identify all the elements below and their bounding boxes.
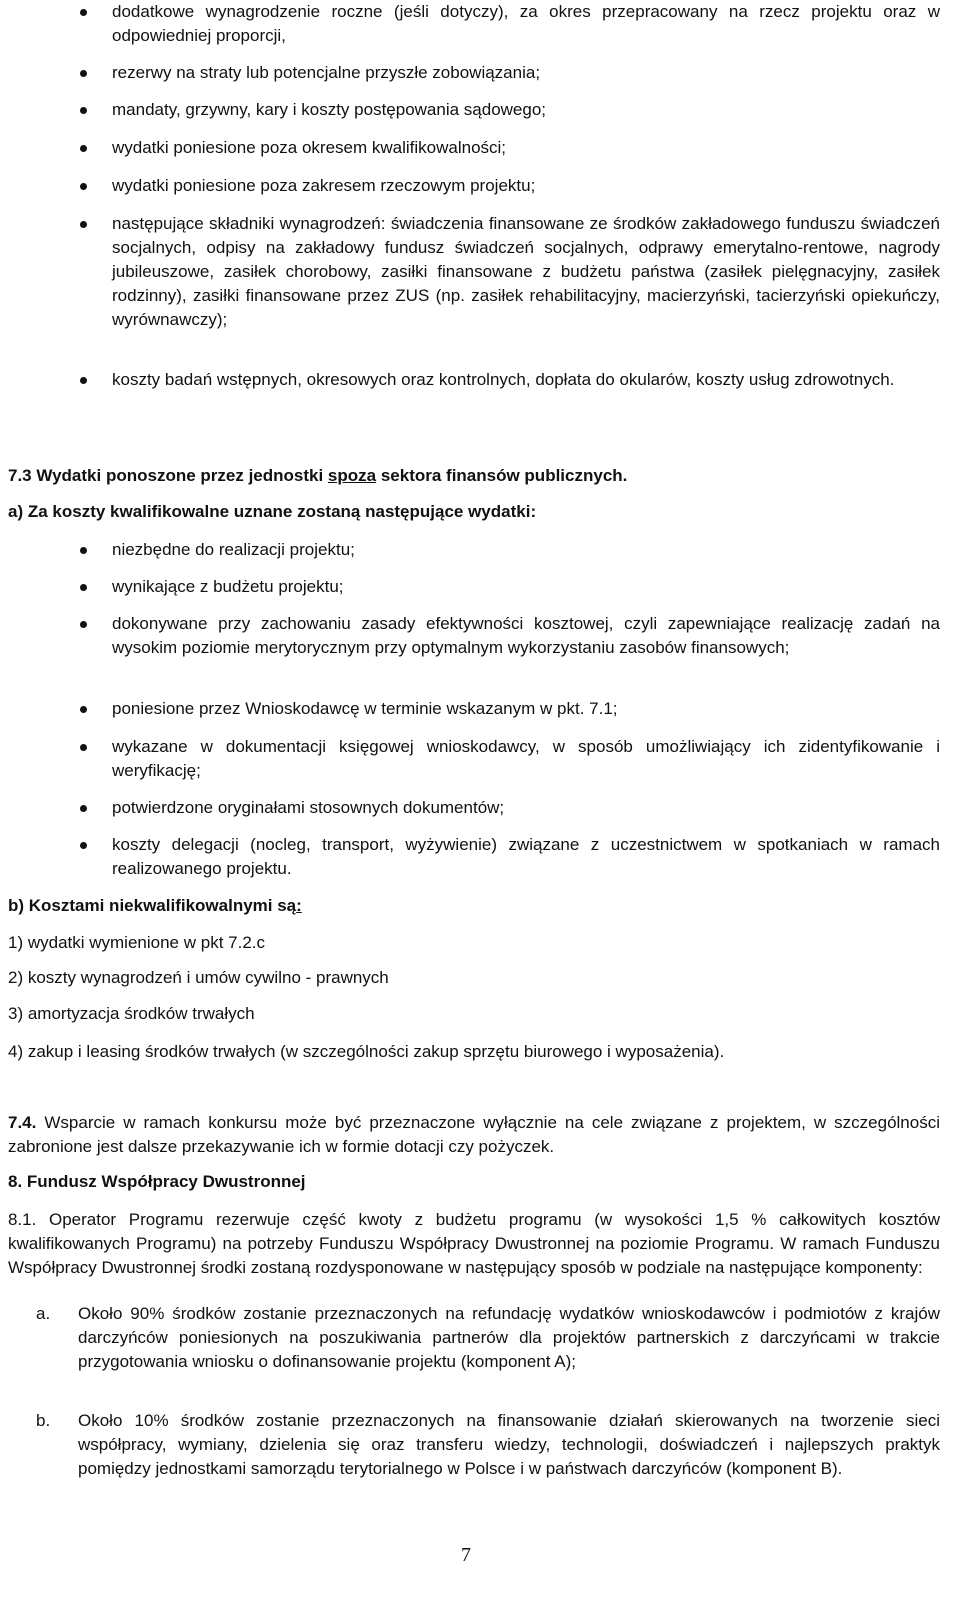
numbered-item: 2) koszty wynagrodzeń i umów cywilno - prawnych [8,968,389,987]
list-item: wydatki poniesione poza zakresem rzeczowym projektu; [112,174,940,198]
list-item: koszty delegacji (nocleg, transport, wyżywienie) związane z uczestnictwem w spotkaniach w ramach realizowanego projektu. [112,833,940,881]
list-item: koszty badań wstępnych, okresowych oraz kontrolnych, dopłata do okularów, koszty usług zdrowotnych. [112,368,940,392]
list-item: wynikające z budżetu projektu; [112,575,940,599]
section-8-1-paragraph: 8.1. Operator Programu rezerwuje część kwoty z budżetu programu (w wysokości 1,5 % całkowitych kosztów kwalifikowanych Programu) na potrzeby Funduszu Współpracy Dwustronnej na poziomie Programu. W ramach Funduszu Współpracy Dwustronnej środki zostaną rozdysponowane w następujący sposób w podziale na następujące komponenty: [8,1210,940,1277]
subsection-a-heading: a) Za koszty kwalifikowalne uznane zostaną następujące wydatki: [8,502,537,521]
numbered-item: 3) amortyzacja środków trwałych [8,1004,255,1023]
numbered-item: 1) wydatki wymienione w pkt 7.2.c [8,933,265,952]
list-item: mandaty, grzywny, kary i koszty postępowania sądowego; [112,98,940,122]
list-item: niezbędne do realizacji projektu; [112,538,940,562]
numbered-item: 4) zakup i leasing środków trwałych (w szczególności zakup sprzętu biurowego i wyposażenia). [8,1042,725,1061]
list-item: potwierdzone oryginałami stosownych dokumentów; [112,796,940,820]
list-item: poniesione przez Wnioskodawcę w terminie wskazanym w pkt. 7.1; [112,697,940,721]
list-item: wydatki poniesione poza okresem kwalifikowalności; [112,136,940,160]
underlined-word: spoza [327,466,377,485]
list-item: wykazane w dokumentacji księgowej wnioskodawcy, w sposób umożliwiający ich zidentyfikowanie i weryfikację; [112,735,940,783]
page-number: 7 [461,1544,471,1566]
subsection-b-heading: b) Kosztami niekwalifikowalnymi są: [8,896,302,915]
list-item [36,1409,940,1481]
list-item-text: Około 90% środków zostanie przeznaczonych na refundację wydatków wnioskodawców i podmiotów z krajów darczyńców poniesionych na poszukiwania partnerów dla projektów partnerskich z darczyńcami w trakcie przygotowania wniosku o dofinansowanie projektu (komponent A); [78,1304,940,1371]
section-7-4-paragraph: 7.4. Wsparcie w ramach konkursu może być przeznaczone wyłącznie na cele związane z projektem, w szczególności zabronione jest dalsze przekazywanie ich w formie dotacji czy pożyczek. [8,1113,940,1156]
list-item: następujące składniki wynagrodzeń: świadczenia finansowane ze środków zakładowego funduszu świadczeń socjalnych, odpisy na zakładowy fundusz świadczeń socjalnych, odprawy emerytalno-rentowe, nagrody jubileuszowe, zasiłek chorobowy, zasiłki finansowane z budżetu państwa (zasiłek pielęgnacyjny, zasiłek rodzinny), zasiłki finansowane przez ZUS (np. zasiłek rehabilitacyjny, macierzyński, tacierzyński opiekuńczy, wyrównawczy); [112,212,940,332]
list-item: dodatkowe wynagrodzenie roczne (jeśli dotyczy), za okres przepracowany na rzecz projektu oraz w odpowiedniej proporcji, [112,0,940,48]
list-item: rezerwy na straty lub potencjalne przyszłe zobowiązania; [112,61,940,85]
list-item: dokonywane przy zachowaniu zasady efektywności kosztowej, czyli zapewniające realizację zadań na wysokim poziomie merytorycznym przy optymalnym wykorzystaniu zasobów finansowych; [112,612,940,660]
section-7-3-heading: 7.3 Wydatki ponoszone przez jednostki spoza sektora finansów publicznych. [8,466,628,485]
list-item [36,1302,940,1374]
section-8-heading: 8. Fundusz Współpracy Dwustronnej [8,1172,306,1191]
list-item-text: Około 10% środków zostanie przeznaczonych na finansowanie działań skierowanych na tworzenie sieci współpracy, wymiany, dzielenia się oraz transferu wiedzy, technologii, doświadczeń i najlepszych praktyk pomiędzy jednostkami samorządu terytorialnego w Polsce i w państwach darczyńców (komponent B). [78,1411,940,1478]
list-marker: b. [36,1411,51,1430]
list-marker: a. [36,1304,51,1323]
